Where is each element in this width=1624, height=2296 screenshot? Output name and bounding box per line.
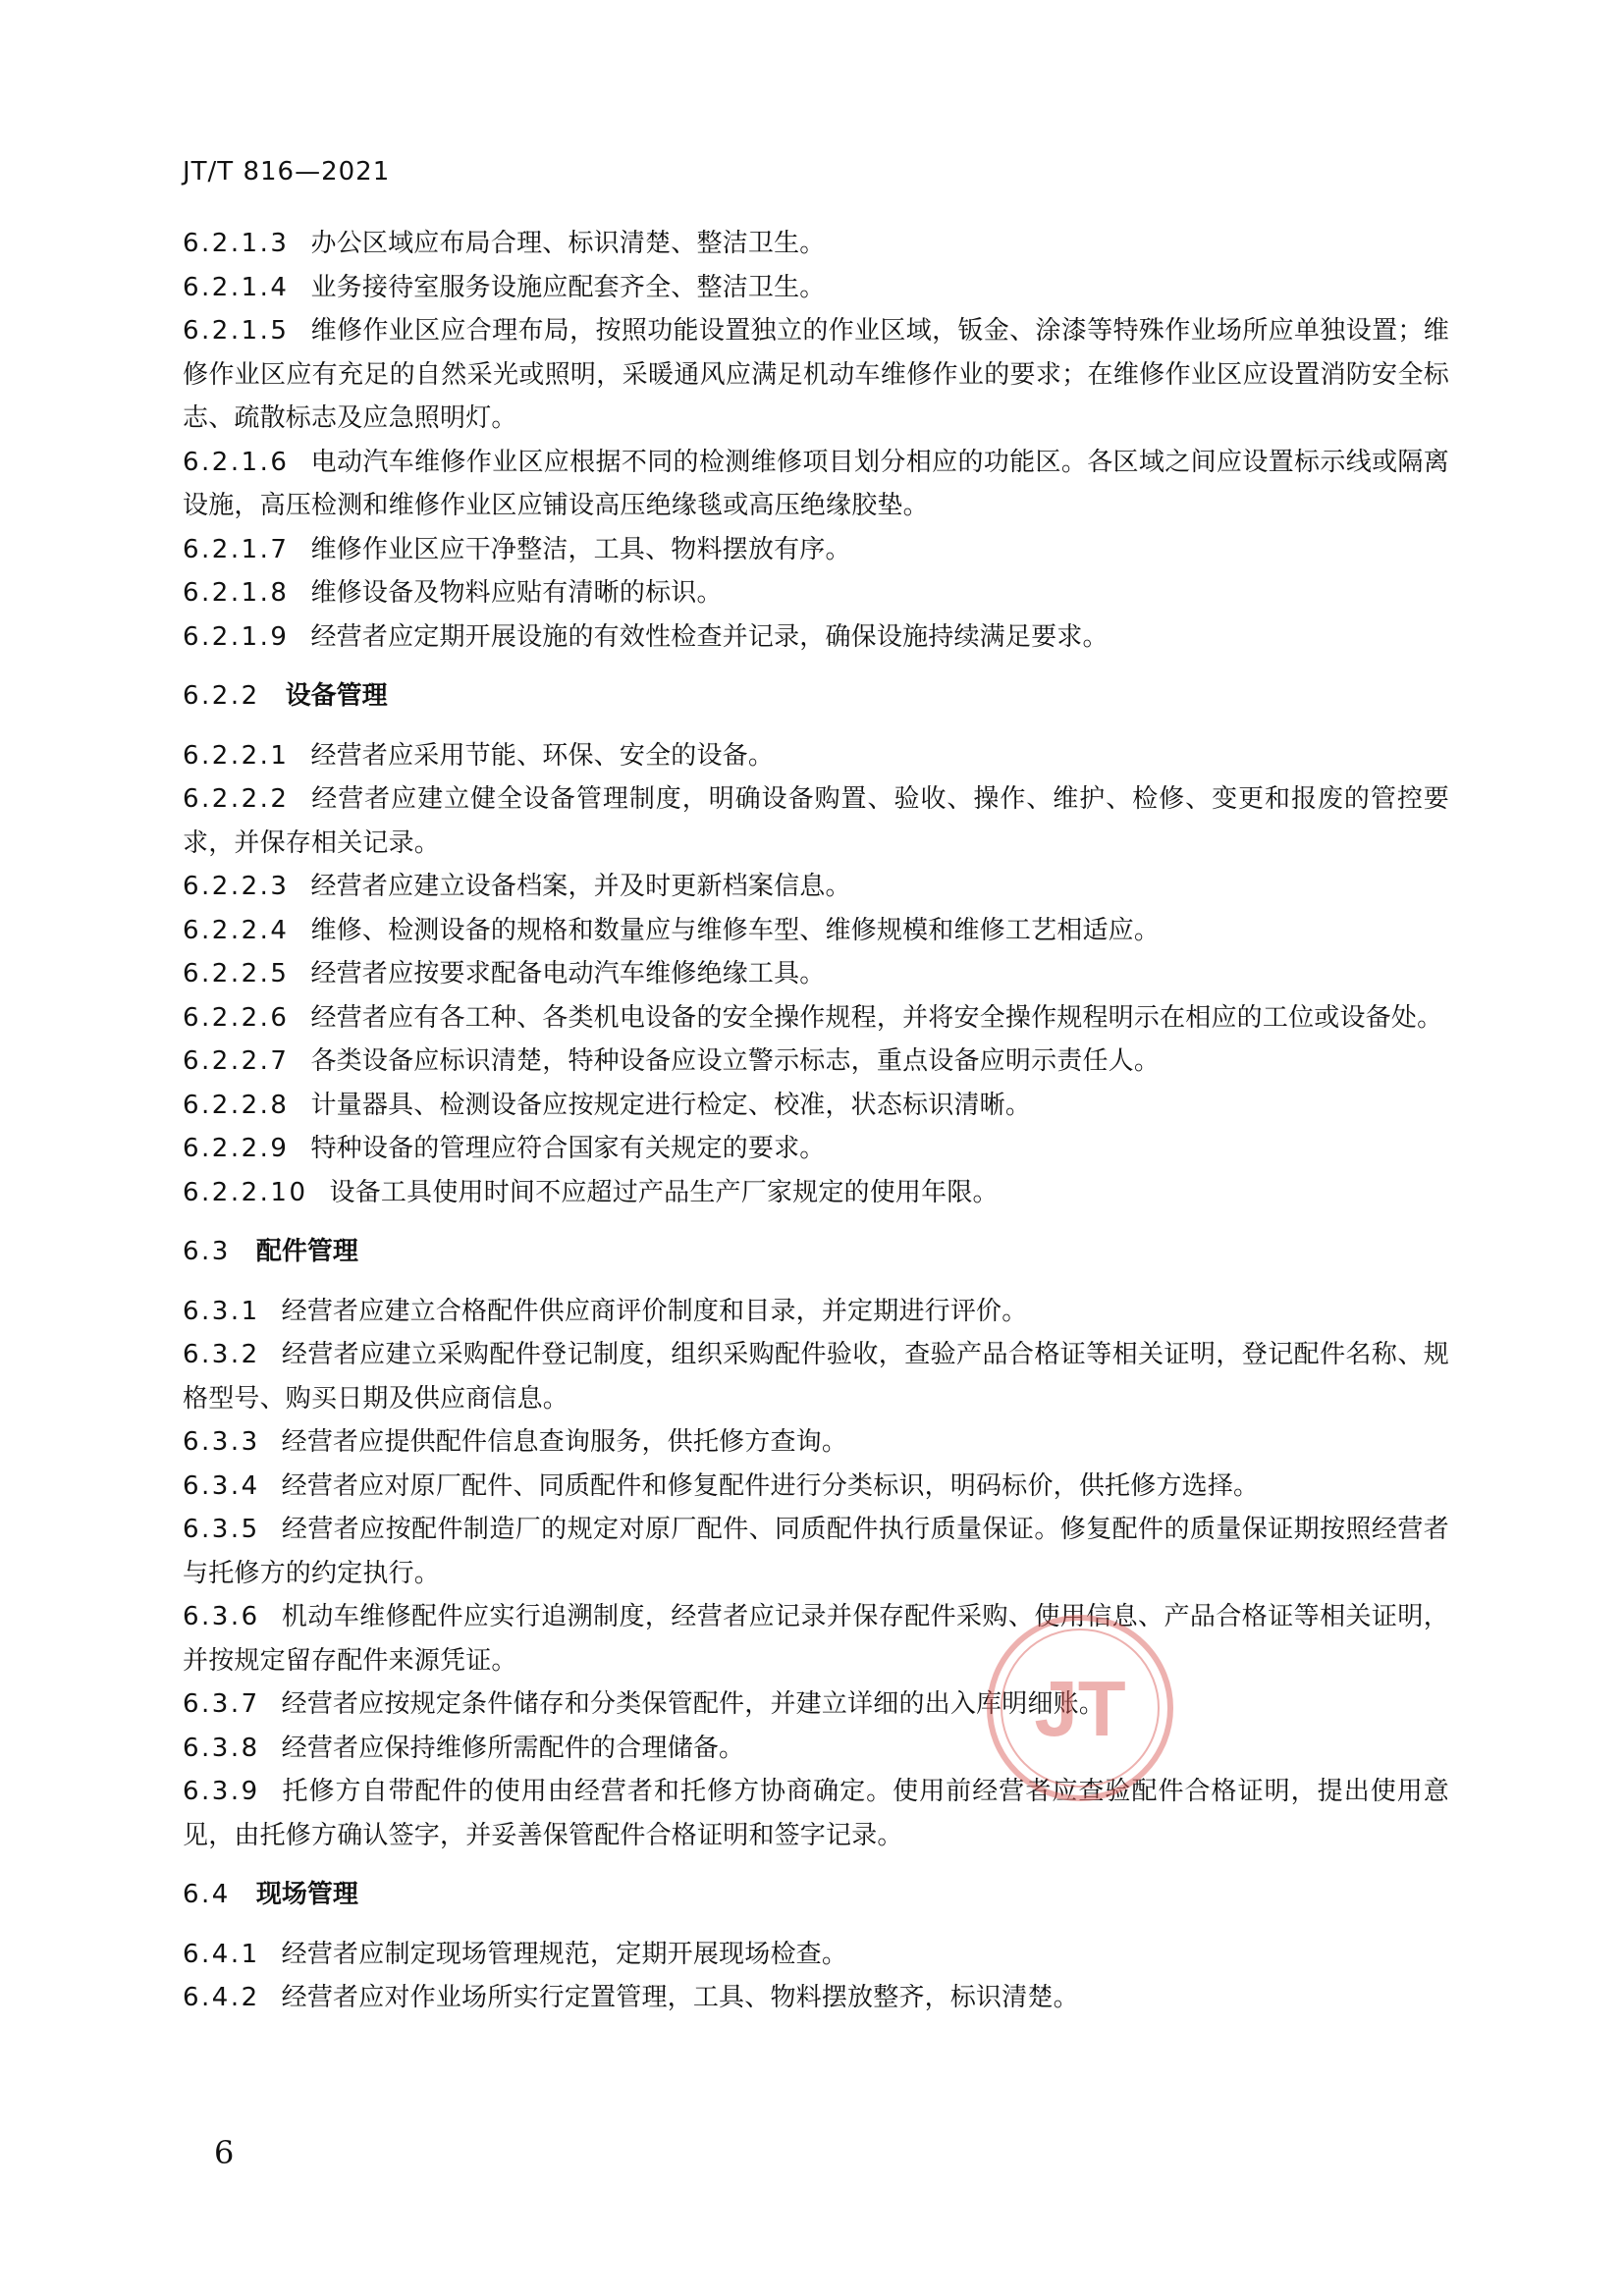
clause-text: 经营者应按配件制造厂的规定对原厂配件、同质配件执行质量保证。修复配件的质量保证期按照经营者与托修方的约定执行。 [183, 1515, 1449, 1588]
clause-text: 经营者应对原厂配件、同质配件和修复配件进行分类标识，明码标价，供托修方选择。 [281, 1470, 1260, 1501]
clause-paragraph [183, 1333, 1449, 1420]
clause-number: 6.2.1.3 [183, 229, 290, 258]
clause-number: 6.3.7 [183, 1689, 260, 1719]
heading-text: 配件管理 [255, 1237, 358, 1266]
clause-text: 计量器具、检测设备应按规定进行检定、校准，状态标识清晰。 [310, 1090, 1032, 1120]
clause-text: 经营者应提供配件信息查询服务，供托修方查询。 [281, 1427, 848, 1457]
standard-code-header: JT/T 816—2021 [183, 157, 391, 187]
clause-paragraph [183, 266, 1449, 310]
clause-paragraph [183, 777, 1449, 865]
clause-number: 6.2.2.3 [183, 872, 290, 901]
clause-text: 托修方自带配件的使用由经营者和托修方协商确定。使用前经营者应查验配件合格证明，提出使用意见，由托修方确认签字，并妥善保管配件合格证明和签字记录。 [183, 1777, 1449, 1850]
clause-number: 6.2.2.1 [183, 740, 290, 771]
clause-text: 经营者应保持维修所需配件的合理储备。 [281, 1733, 745, 1763]
clause-paragraph [183, 1040, 1449, 1084]
clause-paragraph [183, 571, 1449, 615]
clause-text: 经营者应有各工种、各类机电设备的安全操作规程，并将安全操作规程明示在相应的工位或设备处。 [310, 1002, 1443, 1033]
clause-text: 经营者应按规定条件储存和分类保管配件，并建立详细的出入库明细账。 [281, 1689, 1106, 1719]
clause-paragraph [183, 1171, 1449, 1215]
clause-text: 各类设备应标识清楚，特种设备应设立警示标志，重点设备应明示责任人。 [310, 1046, 1161, 1076]
clause-number: 6.3.2 [183, 1340, 260, 1369]
clause-paragraph [183, 1084, 1449, 1128]
heading-text: 设备管理 [285, 681, 388, 711]
clause-number: 6.3.8 [183, 1733, 260, 1763]
section-heading [183, 1873, 1449, 1917]
clause-paragraph [183, 1420, 1449, 1465]
clause-paragraph [183, 996, 1449, 1041]
clause-text: 维修作业区应干净整洁，工具、物料摆放有序。 [310, 534, 851, 564]
heading-text: 现场管理 [255, 1880, 358, 1909]
clause-paragraph [183, 309, 1449, 441]
clause-text: 经营者应建立合格配件供应商评价制度和目录，并定期进行评价。 [281, 1296, 1028, 1326]
clause-text: 经营者应采用节能、环保、安全的设备。 [310, 740, 775, 771]
clause-text: 维修作业区应合理布局，按照功能设置独立的作业区域，钣金、涂漆等特殊作业场所应单独设置；维修作业区应有充足的自然采光或照明，采暖通风应满足机动车维修作业的要求；在维修作业区应设置消防安全标志、疏散标志及应急照明灯。 [183, 316, 1449, 433]
clause-number: 6.2.1.4 [183, 272, 290, 302]
clause-text: 业务接待室服务设施应配套齐全、整洁卫生。 [310, 272, 826, 302]
clause-number: 6.2.1.8 [183, 578, 290, 608]
clause-text: 经营者应对作业场所实行定置管理，工具、物料摆放整齐，标识清楚。 [281, 1983, 1079, 2012]
clause-number: 6.2.2.9 [183, 1134, 290, 1163]
clause-number: 6.3.5 [183, 1515, 260, 1544]
clause-paragraph [183, 1127, 1449, 1171]
clause-number: 6.2.1.7 [183, 534, 290, 564]
clause-paragraph [183, 1682, 1449, 1727]
clause-number: 6.2.2.8 [183, 1090, 290, 1120]
clause-number: 6.2.1.9 [183, 621, 290, 652]
clause-paragraph [183, 734, 1449, 778]
clause-number: 6.2.1.5 [183, 316, 290, 346]
clause-number: 6.3.1 [183, 1296, 260, 1326]
clause-number: 6.2.2.4 [183, 915, 290, 945]
clause-text: 经营者应制定现场管理规范，定期开展现场检查。 [281, 1939, 848, 1969]
clause-paragraph [183, 1290, 1449, 1334]
clause-number: 6.4 [183, 1880, 231, 1909]
clause-paragraph [183, 1976, 1449, 2020]
clause-text: 维修设备及物料应贴有清晰的标识。 [310, 578, 723, 608]
clause-number: 6.2.2.2 [183, 784, 290, 814]
clause-paragraph [183, 952, 1449, 996]
clause-paragraph [183, 1595, 1449, 1682]
clause-paragraph [183, 1727, 1449, 1771]
section-heading [183, 1230, 1449, 1274]
clause-text: 经营者应建立健全设备管理制度，明确设备购置、验收、操作、维护、检修、变更和报废的管控要求，并保存相关记录。 [183, 784, 1449, 858]
clause-text: 经营者应建立采购配件登记制度，组织采购配件验收，查验产品合格证等相关证明，登记配件名称、规格型号、购买日期及供应商信息。 [183, 1340, 1449, 1414]
jt-stamp-logo [982, 1610, 1178, 1806]
svg-text:JT: JT [1034, 1665, 1126, 1752]
clause-number: 6.2.2.6 [183, 1002, 290, 1033]
clause-text: 电动汽车维修作业区应根据不同的检测维修项目划分相应的功能区。各区域之间应设置标示线或隔离设施，高压检测和维修作业区应铺设高压绝缘毯或高压绝缘胶垫。 [183, 447, 1449, 520]
clause-number: 6.3.3 [183, 1427, 260, 1457]
clause-number: 6.2.2 [183, 681, 260, 711]
clause-text: 设备工具使用时间不应超过产品生产厂家规定的使用年限。 [329, 1177, 999, 1207]
clause-paragraph [183, 909, 1449, 953]
clause-number: 6.4.1 [183, 1939, 260, 1969]
clause-paragraph [183, 222, 1449, 266]
clause-number: 6.2.2.10 [183, 1177, 308, 1207]
clause-text: 经营者应按要求配备电动汽车维修绝缘工具。 [310, 959, 826, 988]
clause-paragraph [183, 865, 1449, 909]
clause-text: 办公区域应布局合理、标识清楚、整洁卫生。 [310, 229, 826, 258]
clause-text: 特种设备的管理应符合国家有关规定的要求。 [310, 1134, 826, 1163]
clause-number: 6.3.6 [183, 1602, 260, 1631]
clause-paragraph [183, 1933, 1449, 1977]
clause-number: 6.2.1.6 [183, 447, 290, 477]
clause-text: 经营者应定期开展设施的有效性检查并记录，确保设施持续满足要求。 [310, 621, 1109, 652]
clause-number: 6.2.2.5 [183, 959, 290, 988]
page-number: 6 [214, 2134, 235, 2171]
section-heading [183, 674, 1449, 719]
clause-number: 6.3.4 [183, 1470, 260, 1501]
clause-paragraph [183, 1770, 1449, 1857]
clause-paragraph [183, 615, 1449, 660]
clause-text: 经营者应建立设备档案，并及时更新档案信息。 [310, 872, 851, 901]
clause-paragraph [183, 1465, 1449, 1509]
clause-paragraph [183, 528, 1449, 572]
clause-number: 6.3 [183, 1237, 231, 1266]
clause-number: 6.2.2.7 [183, 1046, 290, 1076]
clause-text: 机动车维修配件应实行追溯制度，经营者应记录并保存配件采购、使用信息、产品合格证等相关证明，并按规定留存配件来源凭证。 [183, 1602, 1449, 1676]
clause-paragraph [183, 441, 1449, 528]
clause-number: 6.3.9 [183, 1777, 260, 1806]
clause-paragraph [183, 1508, 1449, 1595]
clause-number: 6.4.2 [183, 1983, 260, 2012]
document-body [183, 222, 1449, 2020]
clause-text: 维修、检测设备的规格和数量应与维修车型、维修规模和维修工艺相适应。 [310, 915, 1161, 945]
